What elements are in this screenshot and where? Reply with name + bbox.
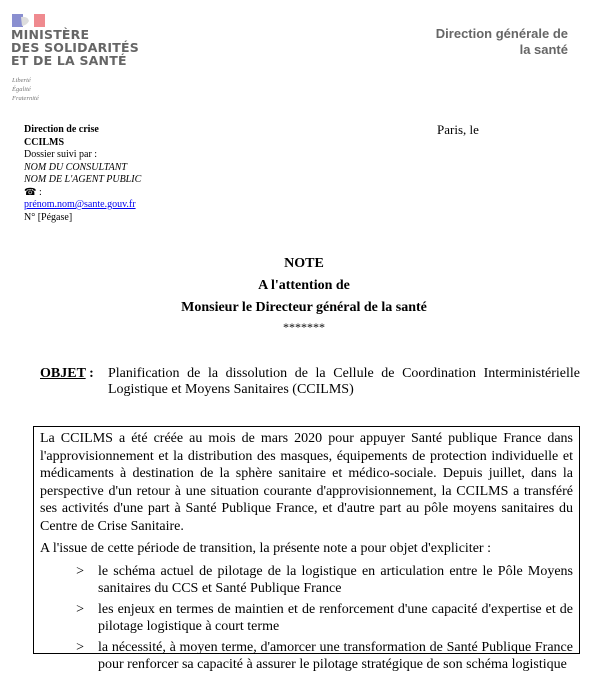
republic-motto	[12, 76, 39, 103]
marianne-logo-icon	[12, 14, 45, 27]
phone-line	[24, 187, 141, 200]
ministry-name	[11, 28, 139, 67]
email-link[interactable]: prénom.nom@sante.gouv.fr	[24, 199, 136, 210]
pegase-ref: N° [Pégase]	[24, 211, 73, 223]
ministry-line: DES SOLIDARITÉS	[11, 40, 139, 55]
directorate-line: Direction générale de	[435, 26, 568, 41]
motto-line: Liberté	[12, 77, 31, 84]
attention-line: A l'attention de	[258, 278, 350, 293]
list-item-text: la nécessité, à moyen terme, d'amorcer une transformation de Santé Publique France pour renforcer sa capacité à assurer le pilotage stratégique de son schéma logistique	[98, 639, 573, 672]
arrow-bullet-icon: >	[76, 639, 84, 655]
sender-dept: Direction de crise	[24, 124, 99, 135]
ministry-line: ET DE LA SANTÉ	[11, 53, 127, 68]
subject-block	[40, 366, 580, 398]
arrow-bullet-icon: >	[76, 563, 84, 579]
consultant-name: NOM DU CONSULTANT	[24, 161, 127, 173]
stars-separator: *******	[283, 320, 325, 334]
list-item	[40, 601, 573, 636]
subject-text: Planification de la dissolution de la Cellule de Coordination Interministérielle Logistique et Moyens Sanitaires (CCILMS)	[108, 366, 580, 397]
list-item	[40, 563, 573, 598]
place-date: Paris, le	[437, 122, 479, 137]
sender-block	[24, 124, 141, 224]
list-item-text: le schéma actuel de pilotage de la logistique en articulation entre le Pôle Moyens sanitaires du CCS et Santé Publique France	[98, 563, 573, 596]
phone-value: :	[36, 186, 42, 198]
arrow-bullet-icon: >	[76, 601, 84, 617]
sender-unit: CCILMS	[24, 136, 65, 148]
followed-by-label: Dossier suivi par :	[24, 149, 98, 160]
note-title: NOTE	[284, 256, 324, 271]
phone-icon: ☎	[24, 186, 37, 198]
motto-line: Égalité	[12, 86, 31, 93]
paragraph: La CCILMS a été créée au mois de mars 2020 pour appuyer Santé publique France dans l'approvisionnement et la distribution des masques, équipements de protection individuelle et médicaments à destination de la sphère sanitaire et médico-sociale. Depuis juillet, dans la perspective d'un retour à une situation courante d'approvisionnement, la CCILMS a transféré ses activités d'une part à Santé Publique France, et d'autre part au pôle moyens sanitaires du Centre de Crise Sanitaire.	[40, 431, 573, 534]
objective-list	[40, 563, 573, 674]
agent-name: NOM DE L'AGENT PUBLIC	[24, 174, 142, 185]
subject-label: OBJET	[40, 366, 86, 381]
directorate-name	[436, 26, 568, 58]
directorate-line: la santé	[519, 42, 568, 57]
subject-sep: :	[85, 366, 94, 381]
motto-line: Fraternité	[12, 95, 39, 102]
summary-box	[33, 426, 580, 672]
list-item-text: les enjeux en termes de maintien et de renforcement d'une capacité d'expertise et de pilotage logistique à court terme	[98, 601, 573, 634]
paragraph: A l'issue de cette période de transition, la présente note a pour objet d'expliciter :	[40, 541, 491, 556]
recipient-line: Monsieur le Directeur général de la santé	[181, 300, 427, 315]
list-item	[40, 639, 573, 674]
ministry-line: MINISTÈRE	[11, 27, 90, 42]
